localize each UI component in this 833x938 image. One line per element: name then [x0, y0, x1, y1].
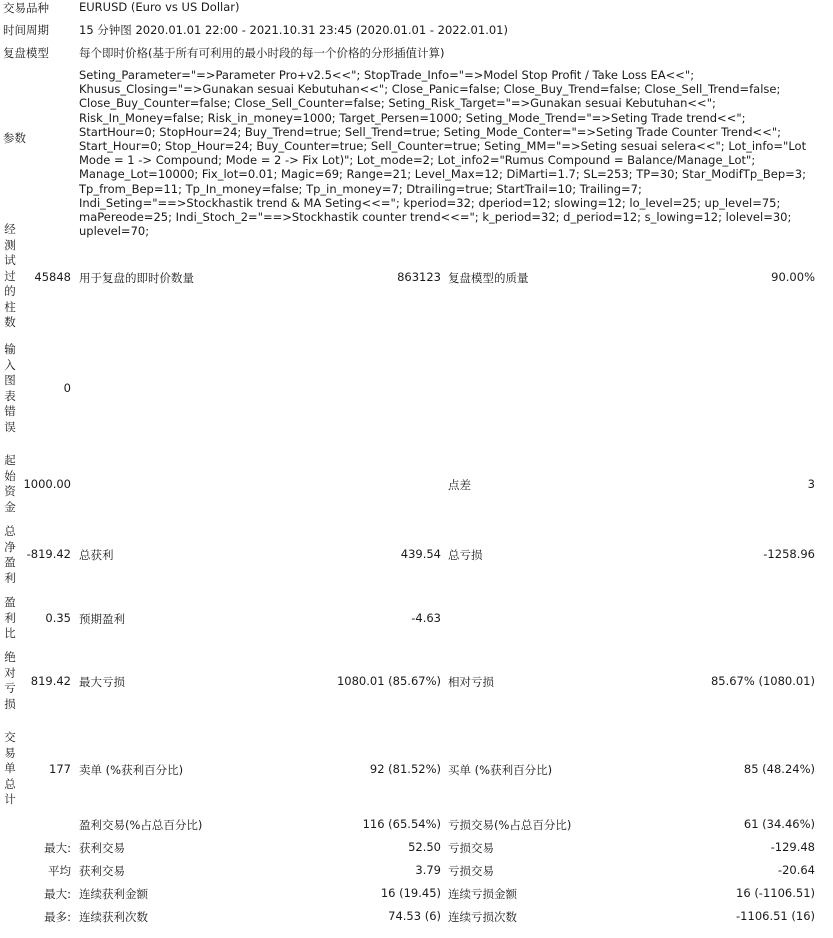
model-label: 复盘模型 [3, 46, 49, 60]
bars-label: 经测试过的柱数 [4, 222, 16, 329]
most-win-label: 连续获利次数 [79, 910, 148, 924]
absdd-value: 819.42 [30, 674, 71, 688]
ticks-label: 用于复盘的即时价数量 [79, 271, 194, 285]
period-value: 15 分钟图 2020.01.01 22:00 - 2021.10.31 23:45 (2020.01.01 - 2022.01.01) [79, 23, 508, 37]
spread-value: 3 [807, 477, 815, 491]
largest-loss-label: 亏损交易 [448, 841, 494, 855]
pf-label: 盈利比 [4, 595, 16, 640]
most-loss-label: 连续亏损次数 [448, 910, 517, 924]
short-label: 卖单 (%获利百分比) [79, 763, 184, 777]
grossprofit-label: 总获利 [79, 548, 114, 562]
maxcons-loss-value: 16 (-1106.51) [736, 886, 815, 900]
maxdd-value: 1080.01 (85.67%) [336, 674, 441, 688]
ticks-value: 863123 [397, 270, 441, 284]
largest-prefix: 最大: [44, 841, 71, 855]
largest-win-label: 获利交易 [79, 841, 125, 855]
spread-label: 点差 [448, 478, 471, 492]
avg-win-label: 获利交易 [79, 864, 125, 878]
loss-value: 61 (34.46%) [743, 817, 815, 831]
symbol-value: EURUSD (Euro vs US Dollar) [79, 0, 240, 14]
avg-loss-label: 亏损交易 [448, 864, 494, 878]
bars-value: 45848 [34, 270, 71, 284]
trades-label: 交易单总计 [4, 730, 16, 806]
errors-value: 0 [63, 381, 71, 395]
reldd-label: 相对亏损 [448, 675, 494, 689]
win-label: 盈利交易(%占总百分比) [79, 818, 203, 832]
long-value: 85 (48.24%) [743, 762, 815, 776]
quality-value: 90.00% [771, 270, 815, 284]
maxcons-win-value: 16 (19.45) [380, 886, 441, 900]
netprofit-label: 总净盈利 [4, 524, 16, 585]
largest-loss-value: -129.48 [770, 840, 815, 854]
deposit-label: 起始资金 [4, 453, 16, 514]
grossloss-label: 总亏损 [448, 548, 483, 562]
avg-loss-value: -20.64 [777, 863, 815, 877]
netprofit-value: -819.42 [26, 547, 71, 561]
most-prefix: 最多: [44, 910, 71, 924]
grossloss-value: -1258.96 [763, 547, 815, 561]
grossprofit-value: 439.54 [400, 547, 441, 561]
symbol-label: 交易品种 [3, 1, 49, 15]
most-win-value: 74.53 (6) [388, 909, 441, 923]
errors-label: 输入图表错误 [4, 342, 16, 434]
maxcons-prefix: 最大: [44, 887, 71, 901]
params-label: 参数 [3, 131, 26, 145]
period-label: 时间周期 [3, 23, 49, 37]
reldd-value: 85.67% (1080.01) [710, 674, 815, 688]
loss-label: 亏损交易(%占总百分比) [448, 818, 572, 832]
trades-value: 177 [49, 762, 71, 776]
absdd-label: 绝对亏损 [4, 650, 16, 711]
largest-win-value: 52.50 [408, 840, 441, 854]
expected-label: 预期盈利 [79, 612, 125, 626]
avg-prefix: 平均 [48, 864, 71, 878]
expected-value: -4.63 [411, 611, 441, 625]
maxcons-loss-label: 连续亏损金额 [448, 887, 517, 901]
avg-win-value: 3.79 [415, 863, 441, 877]
maxdd-label: 最大亏损 [79, 675, 125, 689]
most-loss-value: -1106.51 (16) [736, 909, 815, 923]
params-value: Seting_Parameter="=>Parameter Pro+v2.5<<"; StopTrade_Info="=>Model Stop Profit / Take Loss EA<<"; Khusus_Closing="=>Gunakan sesuai Kebutuhan<<"; Close_Panic=false; Close_Buy_Trend=false; Close_Sell_Trend=false; Close_Buy_Counter=false; Close_Sell_Counter=false; Seting_Risk_Target="=>Gunakan sesuai Kebutuhan<<"; Risk_In_Money=false; Risk_in_money=1000; Target_Persen=1000; Seting_Mode_Trend="=>Seting Trade trend<<"; StartHour=0; StopHour=24; Buy_Trend=true; Sell_Trend=true; Seting_Mode_Conter="=>Seting Trade Counter Trend<<"; Start_Hour=0; Stop_Hour=24; Buy_Counter=true; Sell_Counter=true; Seting_MM="=>Seting sesuai selera<<"; Lot_info="Lot Mode = 1 -> Compound; Mode = 2 -> Fix Lot)"; Lot_mode=2; Lot_info2="Rumus Compound = Balance/Manage_Lot"; Manage_Lot=10000; Fix_lot=0.01; Magic=69; Range=21; Level_Max=12; DiMarti=1.7; SL=253; TP=30; Star_ModifTp_Bep=3; Tp_from_Bep=11; Tp_In_money=false; Tp_in_money=7; Dtrailing=true; StartTrail=10; Trailing=7; Indi_Seting="==>Stockhastik trend & MA Seting<<="; kperiod=32; dperiod=12; slowing=12; lo_level=25; up_level=75; maPereode=25; Indi_Stoch_2="==>Stockhastik counter trend<<="; k_period=32; d_period=12; s_lowing=12; lolevel=30; uplevel=70; [79, 68, 807, 239]
pf-value: 0.35 [45, 611, 71, 625]
short-value: 92 (81.52%) [369, 762, 441, 776]
deposit-value: 1000.00 [23, 477, 71, 491]
model-value: 每个即时价格(基于所有可利用的最小时段的每一个价格的分形插值计算) [79, 46, 445, 60]
quality-label: 复盘模型的质量 [448, 271, 529, 285]
win-value: 116 (65.54%) [362, 817, 441, 831]
maxcons-win-label: 连续获利金额 [79, 887, 148, 901]
long-label: 买单 (%获利百分比) [448, 763, 553, 777]
